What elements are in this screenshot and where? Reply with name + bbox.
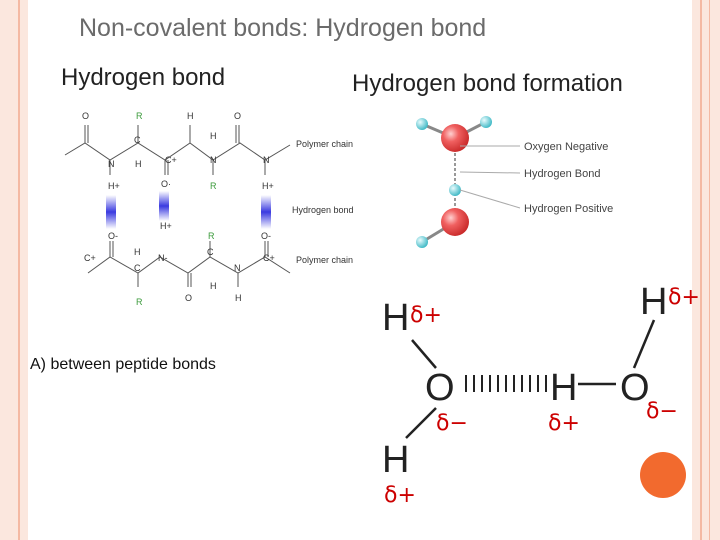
slide-title: Non-covalent bonds: Hydrogen bond — [79, 14, 487, 42]
formula-delta-minus-1: δ− — [436, 411, 468, 436]
atom-o-minus-2: O- — [261, 231, 271, 241]
atom-r-3: R — [208, 231, 215, 241]
formula-h-top-left: H — [382, 297, 410, 339]
left-heading: Hydrogen bond — [61, 64, 226, 91]
formula-o-right: O — [620, 367, 650, 409]
atom-o-3: O — [185, 293, 193, 303]
atom-n-4: N — [234, 263, 241, 273]
atom-h-2: H — [210, 131, 217, 141]
atom-h-4: H — [134, 247, 141, 257]
hydrogen-atom-2 — [480, 116, 492, 128]
atom-h-6: H — [235, 293, 242, 303]
accent-dot — [640, 452, 686, 498]
formula-delta-plus-1: δ+ — [410, 303, 442, 328]
hydrogen-bond-dashes — [466, 375, 546, 392]
atom-c-1: C — [134, 135, 141, 145]
atom-n-1: N — [108, 159, 115, 169]
atom-n-minus-1: N- — [158, 253, 168, 263]
hydrogen-atom-1 — [416, 118, 428, 130]
hbond-bar-1 — [106, 195, 116, 229]
label-oxygen-negative: Oxygen Negative — [524, 141, 609, 153]
water-hbond-diagram — [400, 110, 660, 250]
oxygen-atom-2 — [441, 208, 469, 236]
atom-h-plus-3: H+ — [160, 221, 172, 231]
formula-h-top-right: H — [640, 281, 668, 323]
atom-r-2: R — [210, 181, 217, 191]
hbond-structural-formula — [370, 280, 700, 530]
hydrogen-atom-4 — [416, 236, 428, 248]
formula-delta-plus-2: δ+ — [384, 483, 416, 508]
formula-delta-plus-4: δ+ — [668, 285, 700, 310]
slide-frame-line-right-outer — [709, 0, 710, 540]
label-hydrogen-bond: Hydrogen bond — [292, 205, 354, 215]
atom-n-3: N — [263, 155, 270, 165]
label-polymer-chain-top: Polymer chain — [296, 139, 354, 149]
formula-h-bottom: H — [382, 439, 410, 481]
atom-h-1: H — [187, 111, 194, 121]
atom-c-plus-3: C+ — [263, 253, 275, 263]
atom-c-plus-2: C+ — [84, 253, 96, 263]
atom-o-2: O — [234, 111, 242, 121]
slide-frame-line-left — [18, 0, 20, 540]
atom-c-plus-1: C+ — [165, 155, 177, 165]
atom-o-minus-1: O- — [108, 231, 118, 241]
atom-c-2: C — [207, 247, 214, 257]
formula-h-middle: H — [550, 367, 578, 409]
atom-h-3: H — [135, 159, 142, 169]
hbond-bar-2 — [159, 191, 169, 221]
label-polymer-chain-bottom: Polymer chain — [296, 255, 354, 265]
formula-delta-plus-3: δ+ — [548, 411, 580, 436]
formula-delta-minus-2: δ− — [646, 399, 678, 424]
atom-o-dot-1: O· — [161, 179, 171, 189]
atom-r-1: R — [136, 111, 143, 121]
hydrogen-atom-3 — [449, 184, 461, 196]
label-hydrogen-bond-water: Hydrogen Bond — [524, 168, 601, 180]
atom-o-1: O — [82, 111, 90, 121]
atom-h-5: H — [210, 281, 217, 291]
slide-frame-line-right — [700, 0, 702, 540]
slide-frame-right — [692, 0, 720, 540]
oxygen-atom-1 — [441, 124, 469, 152]
label-hydrogen-positive: Hydrogen Positive — [524, 203, 614, 215]
atom-r-4: R — [136, 297, 143, 307]
slide-frame-left — [0, 0, 28, 540]
atom-h-plus-2: H+ — [262, 181, 274, 191]
right-heading: Hydrogen bond formation — [352, 70, 623, 97]
formula-o-left: O — [425, 367, 455, 409]
diagram-caption: A) between peptide bonds — [30, 356, 216, 373]
peptide-hbond-diagram — [60, 105, 360, 315]
atom-h-plus-1: H+ — [108, 181, 120, 191]
hbond-bar-3 — [261, 195, 271, 229]
atom-c-3: C — [134, 263, 141, 273]
atom-n-2: N — [210, 155, 217, 165]
